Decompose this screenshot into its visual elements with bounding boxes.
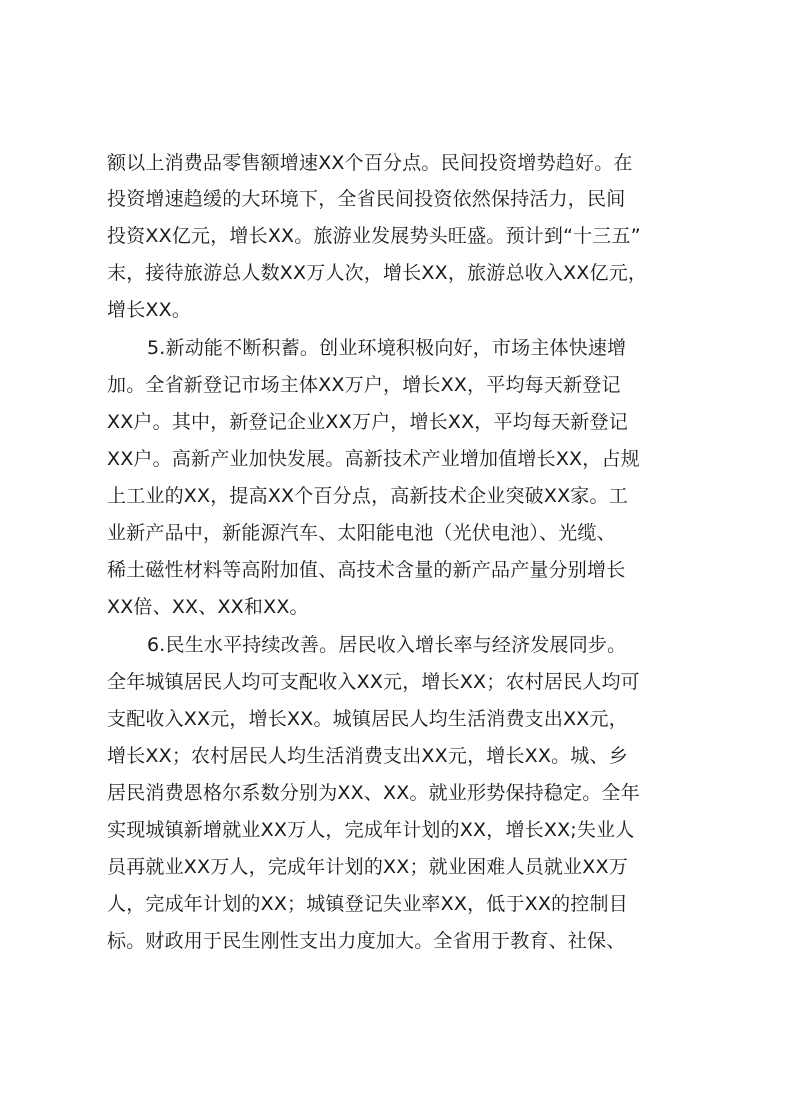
text-line: 全年城镇居民人均可支配收入XX元，增长XX；农村居民人均可 [107, 671, 640, 693]
text-line: 加。全省新登记市场主体XX万户，增长XX，平均每天新登记 [107, 374, 621, 396]
text-line: XX户。高新产业加快发展。高新技术产业增加值增长XX，占规 [107, 448, 640, 470]
text-line: 实现城镇新增就业XX万人，完成年计划的XX，增长XX;失业人 [107, 819, 635, 841]
text-line: 投资XX亿元，增长XX。旅游业发展势头旺盛。预计到“十三五” [107, 225, 641, 247]
text-line: 支配收入XX元，增长XX。城镇居民人均生活消费支出XX元， [107, 708, 628, 730]
text-line: 标。财政用于民生刚性支出力度加大。全省用于教育、社保、 [107, 930, 626, 952]
text-line: XX户。其中，新登记企业XX万户，增长XX，平均每天新登记 [107, 411, 628, 433]
text-line: 增长XX；农村居民人均生活消费支出XX元，增长XX。城、乡 [107, 745, 628, 767]
text-line: 居民消费恩格尔系数分别为XX、XX。就业形势保持稳定。全年 [107, 782, 640, 804]
text-line: 员再就业XX万人，完成年计划的XX；就业困难人员就业XX万 [107, 856, 628, 878]
text-line: 业新产品中，新能源汽车、太阳能电池（光伏电池）、光缆、 [107, 522, 616, 544]
paragraph-heading-line: 5.新动能不断积蓄。创业环境积极向好，市场主体快速增 [147, 337, 627, 359]
text-line: 稀土磁性材料等高附加值、高技术含量的新产品产量分别增长 [107, 559, 626, 581]
text-line: 上工业的XX，提高XX个百分点，高新技术企业突破XX家。工 [107, 485, 628, 507]
text-line: 额以上消费品零售额增速XX个百分点。民间投资增势趋好。在 [107, 152, 633, 174]
paragraph-heading-line: 6.民生水平持续改善。居民收入增长率与经济发展同步。 [147, 634, 627, 656]
text-line: 人，完成年计划的XX；城镇登记失业率XX，低于XX的控制目 [107, 893, 628, 915]
text-line: 增长XX。 [107, 299, 192, 321]
text-line: XX倍、XX、XX和XX。 [107, 596, 309, 618]
text-line: 末，接待旅游总人数XX万人次，增长XX，旅游总收入XX亿元， [107, 262, 648, 284]
text-line: 投资增速趋缓的大环境下，全省民间投资依然保持活力，民间 [107, 188, 626, 210]
